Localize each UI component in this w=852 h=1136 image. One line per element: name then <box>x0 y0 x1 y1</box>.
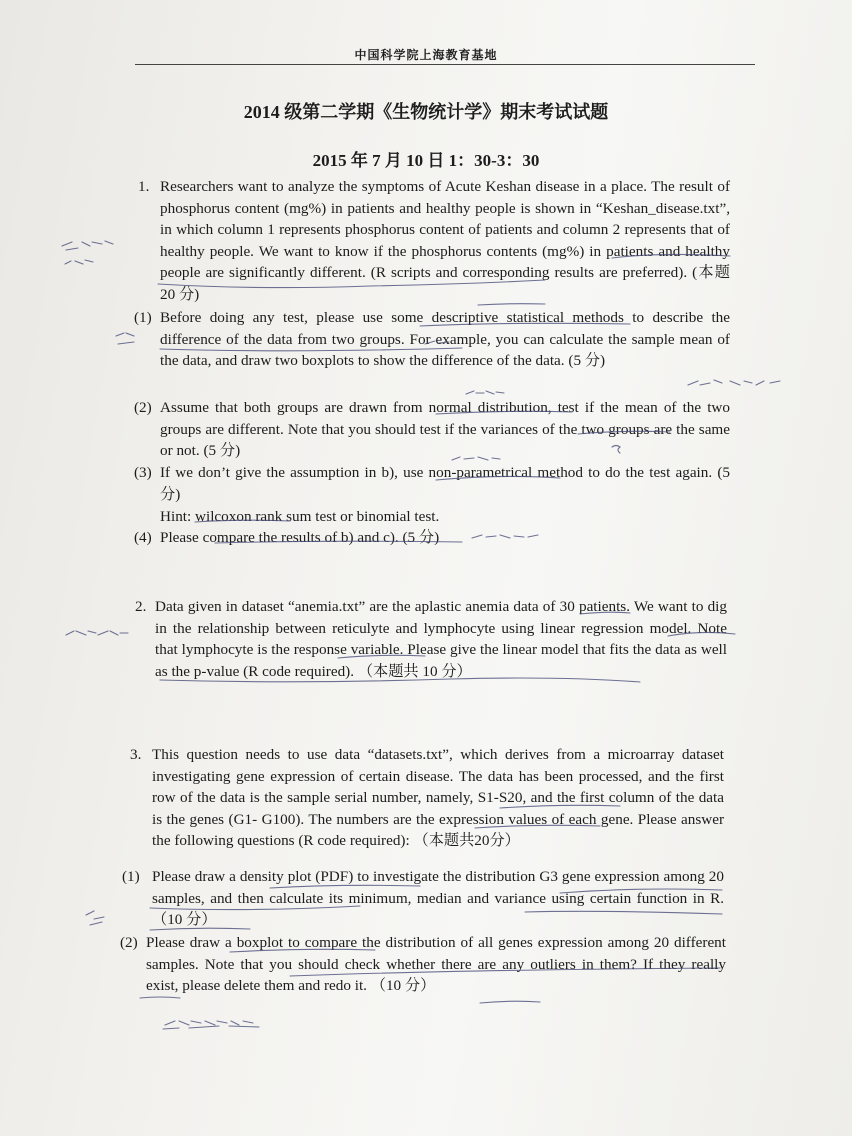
ink-scribble-right <box>688 380 780 385</box>
ink-underline <box>140 997 180 998</box>
question-3-number: 3. <box>130 746 142 763</box>
question-1-hint: Hint: wilcoxon rank sum test or binomial test. <box>160 508 440 525</box>
question-1-part-1-label: (1) <box>134 309 152 326</box>
question-1-part-2-text: Assume that both groups are drawn from normal distribution, test if the mean of the two groups are different. Note that you should test if the variances of the two groups are the same or not. (5 分) <box>160 399 730 459</box>
question-3-text: This question needs to use data “datasets.txt”, which derives from a microarray dataset investigating gene expression of certain disease. The data has been processed, and the first row of the data is the sample serial number, namely, S1-S20, and the first column of the data is the genes (G1- G100). The numbers are the expression values of each gene. Please answer the following questions (R code required): （本题共20分） <box>152 746 724 849</box>
exam-datetime: 2015 年 7 月 10 日 1：30-3：30 <box>312 151 540 170</box>
exam-title: 2014 级第二学期《生物统计学》期末考试试题 <box>243 102 609 122</box>
ink-scribble-left <box>62 241 113 264</box>
question-2-number: 2. <box>135 598 147 615</box>
question-1-part-3-label: (3) <box>134 464 152 481</box>
question-3-part-1-text: Please draw a density plot (PDF) to investigate the distribution G3 gene expression among 20 samples, and then calculate its minimum, median and variance using certain function in R. （10 分） <box>152 868 724 928</box>
question-2-text: Data given in dataset “anemia.txt” are the aplastic anemia data of 30 patients. We want to dig in the relationship between reticulyte and lymphocyte using linear regression model. Note that lymphocyte is the response variable. Please give the linear model that fits the data as well as the p-value (R code required). （本题共 10 分） <box>155 598 727 680</box>
question-1-part-3-text: If we don’t give the assumption in b), use non-parametrical method to do the test again. (5 分) <box>160 464 730 503</box>
question-1-number: 1. <box>138 178 150 195</box>
question-1-text: Researchers want to analyze the symptoms of Acute Keshan disease in a place. The result of phosphorus content (mg%) in patients and healthy people is shown in “Keshan_disease.txt”, in which column 1 represents phosphorus content of patients and column 2 represents that of healthy people. We want to know if the phosphorus contents (mg%) in patients and healthy people are significantly different. (R scripts and corresponding results are preferred). (本题 20 分) <box>160 178 730 303</box>
ink-scribble-left <box>116 333 134 344</box>
header-rule <box>135 64 755 65</box>
ink-underline <box>480 1001 540 1003</box>
question-1-part-4-text: Please compare the results of b) and c). (5 分) <box>160 529 440 546</box>
question-3-part-2-label: (2) <box>120 934 138 951</box>
question-1-part-1-text: Before doing any test, please use some descriptive statistical methods to describe the difference of the data from two groups. For example, you can calculate the sample mean of the data, and draw two boxplots to show the difference of the data. (5 分) <box>160 309 730 369</box>
ink-scribble-left <box>86 911 104 925</box>
question-3-part-2-text: Please draw a boxplot to compare the distribution of all genes expression among 20 different samples. Note that you should check whether there are any outliers in them? If they really exist, please delete them and redo it. （10 分） <box>146 934 726 994</box>
institution-header: 中国科学院上海教育基地 <box>354 48 498 62</box>
ink-scribble-left <box>66 631 128 635</box>
ink-scribble-bottom <box>163 1021 259 1029</box>
question-1-part-4-label: (4) <box>134 529 152 546</box>
question-1-part-2-label: (2) <box>134 399 152 416</box>
ink-scribble-mid <box>466 391 504 394</box>
question-3-part-1-label: (1) <box>122 868 140 885</box>
